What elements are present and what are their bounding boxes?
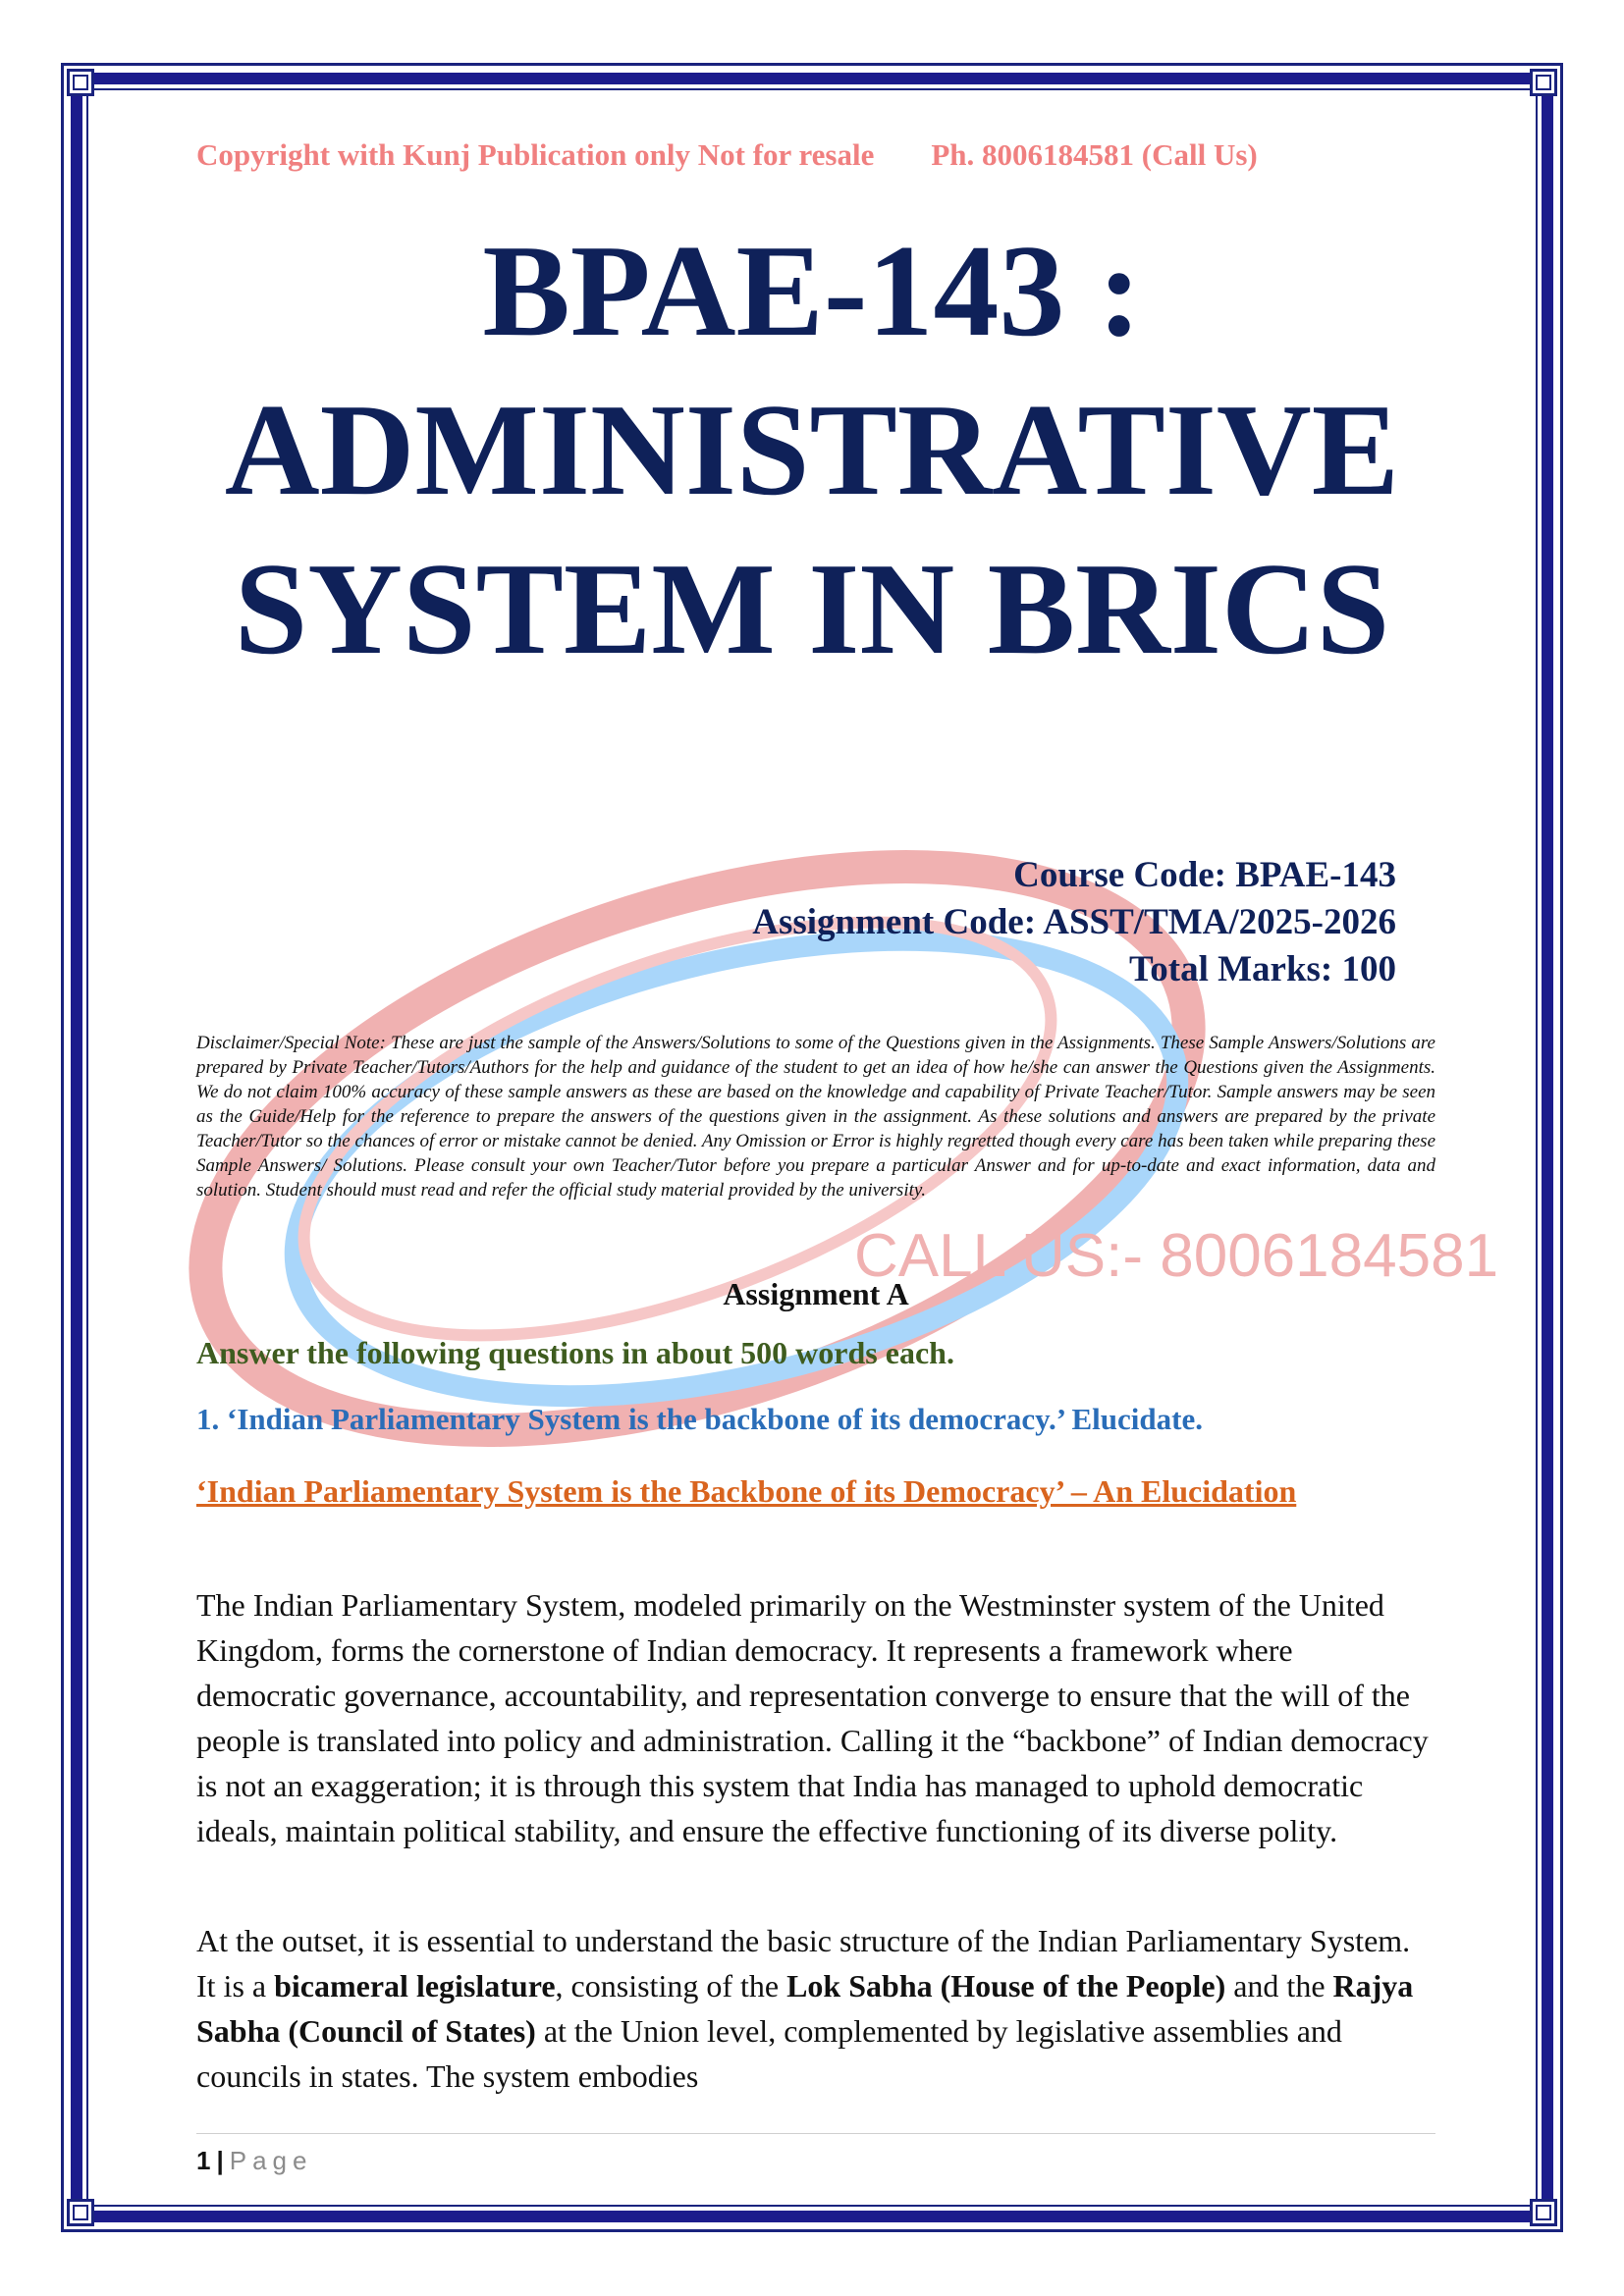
corner-ornament-bottom-left xyxy=(61,2193,100,2232)
question-1: 1. ‘Indian Parliamentary System is the backbone of its democracy.’ Elucidate. xyxy=(196,1402,1203,1436)
page-number: 1 xyxy=(196,2146,211,2175)
title-line-2: ADMINISTRATIVE xyxy=(224,377,1400,522)
answer-paragraph-2: At the outset, it is essential to understand the basic structure of the Indian Parliamentary System. It is a bicameral legislature, consisting of the Lok Sabha (House of the People) and the Rajya Sabha (Council of States) at the Union level, complemented by legislative assemblies and councils in states. The system embodies xyxy=(196,1923,1414,2094)
footer-divider xyxy=(196,2133,1435,2134)
copyright-header xyxy=(196,137,1434,173)
answer-title: ‘Indian Parliamentary System is the Backbone of its Democracy’ – An Elucidation xyxy=(196,1473,1297,1509)
title-line-1: BPAE-143 : xyxy=(482,218,1142,363)
corner-ornament-top-right xyxy=(1524,63,1563,102)
page-label: Page xyxy=(229,2146,313,2175)
term-lok-sabha: Lok Sabha (House of the People) xyxy=(786,1968,1226,2003)
page-separator: | xyxy=(216,2146,224,2175)
course-meta xyxy=(752,852,1396,993)
section-instruction: Answer the following questions in about 500 words each. xyxy=(196,1335,954,1370)
corner-ornament-top-left xyxy=(61,63,100,102)
document-title xyxy=(137,211,1487,688)
disclaimer-note: Disclaimer/Special Note: These are just the sample of the Answers/Solutions to some of the Questions given in the Assignments. These Sample Answers/Solutions are prepared by Private Teacher/Tutors/Authors for the help and guidance of the student to get an idea of how he/she can answer the Questions given the Assignments. We do not claim 100% accuracy of these sample answers as these are based on the knowledge and capability of Private Teacher/Tutor. Sample answers may be seen as the Guide/Help for the reference to prepare the answers of the questions given in the assignment. As these solutions and answers are prepared by the private Teacher/Tutor so the chances of error or mistake cannot be denied. Any Omission or Error is highly regretted though every care has been taken while preparing these Sample Answers/ Solutions. Please consult your own Teacher/Tutor before you prepare a particular Answer and for up-to-date and exact information, data and solution. Student should must read and refer the official study material provided by the university. xyxy=(196,1033,1435,1201)
term-bicameral: bicameral legislature xyxy=(274,1968,556,2003)
course-code: Course Code: BPAE-143 xyxy=(1013,855,1396,895)
copyright-text: Copyright with Kunj Publication only Not for resale xyxy=(196,137,875,172)
phone-text: Ph. 8006184581 (Call Us) xyxy=(931,137,1258,172)
assignment-code: Assignment Code: ASST/TMA/2025-2026 xyxy=(752,902,1396,942)
term-rajya-sabha: Rajya Sabha (Council of States) xyxy=(196,1968,1414,2049)
section-heading: Assignment A xyxy=(723,1276,909,1311)
title-line-3: SYSTEM IN BRICS xyxy=(234,536,1390,681)
page-footer xyxy=(196,2146,312,2176)
corner-ornament-bottom-right xyxy=(1524,2193,1563,2232)
total-marks: Total Marks: 100 xyxy=(1128,949,1396,989)
answer-paragraph-1: The Indian Parliamentary System, modeled primarily on the Westminster system of the United Kingdom, forms the cornerstone of Indian democracy. It represents a framework where democratic governance, accountability, and representation converge to ensure that the will of the people is translated into policy and administration. Calling it the “backbone” of Indian democracy is not an exaggeration; it is through this system that India has managed to uphold democratic ideals, maintain political stability, and ensure the effective functioning of its diverse polity. xyxy=(196,1587,1429,1848)
watermark-call-text: CALL US:- 8006184581 xyxy=(854,1222,1499,1290)
